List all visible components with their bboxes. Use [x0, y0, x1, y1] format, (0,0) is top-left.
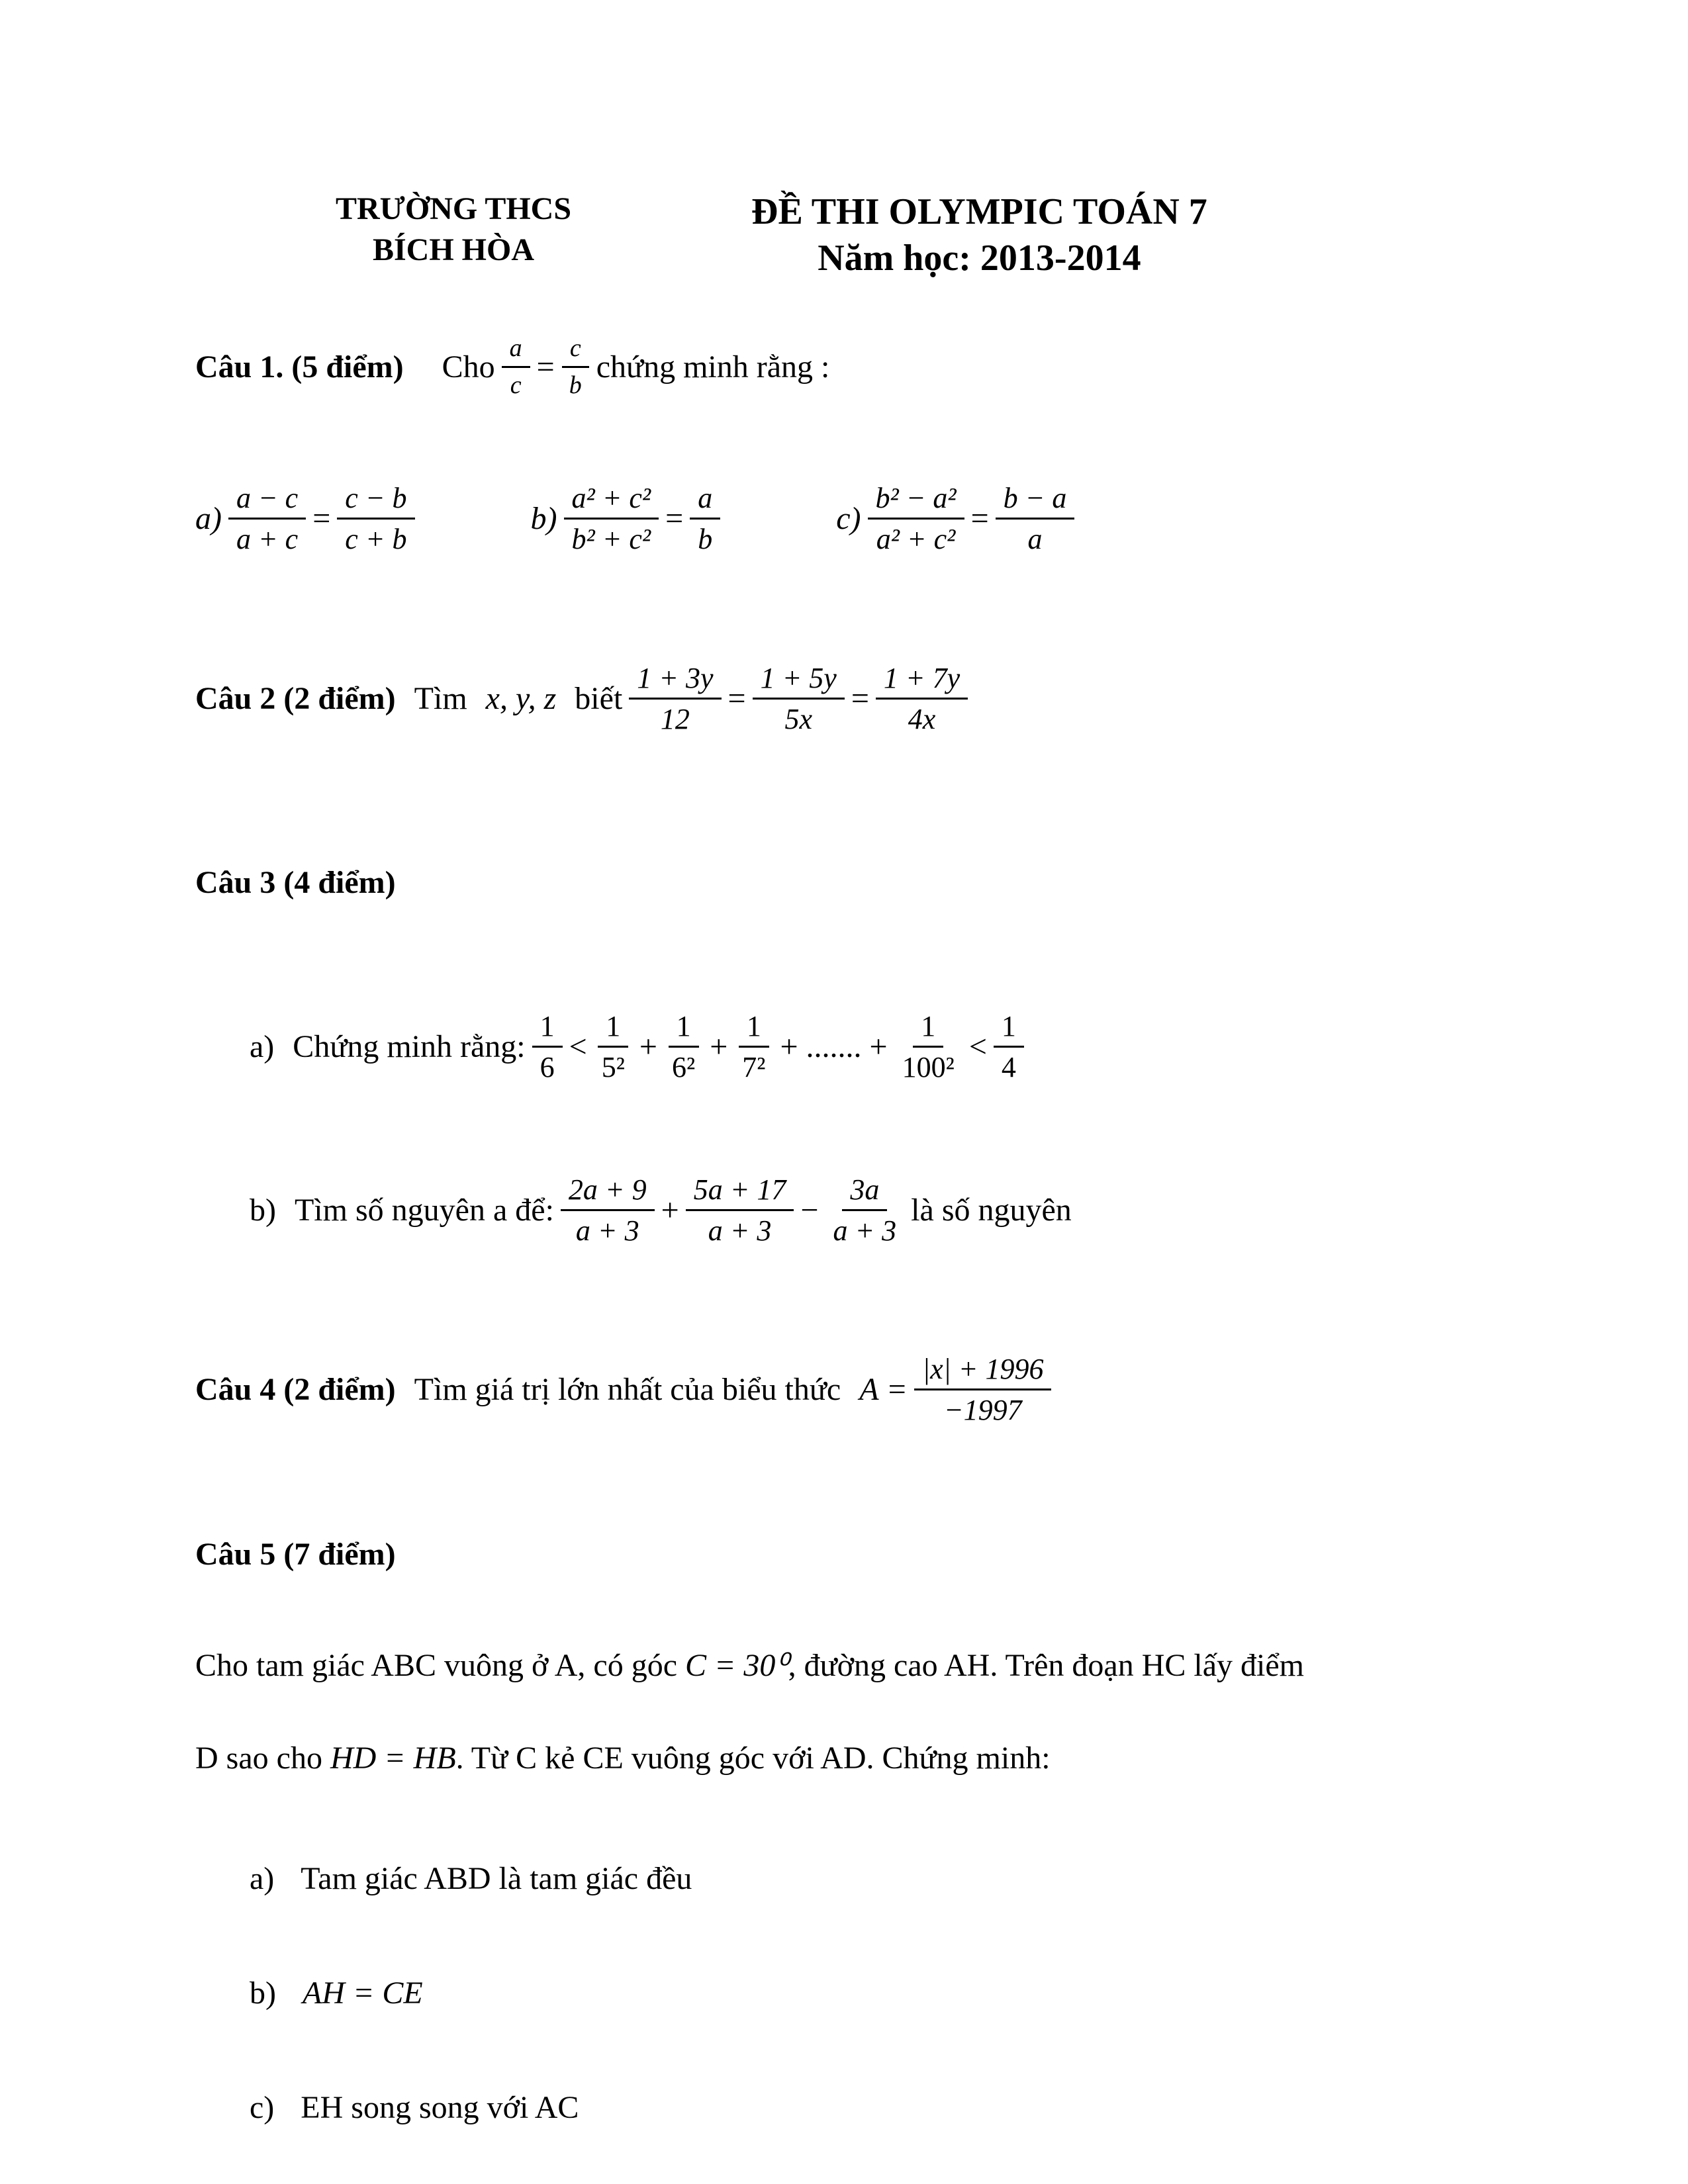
plus-sign: + — [710, 1029, 728, 1065]
question-5-item-c — [195, 2089, 1489, 2126]
school-line-1: TRƯỜNG THCS — [335, 191, 572, 226]
denominator: 100² — [902, 1051, 955, 1084]
denominator: a + 3 — [575, 1214, 639, 1247]
numerator: a² + c² — [564, 482, 659, 520]
header — [195, 189, 1489, 281]
part-b-lead: Tìm số nguyên a để: — [294, 1192, 554, 1228]
inline-math-HD-HB: HD = HB — [330, 1740, 456, 1776]
question-5-paragraph-line-1 — [195, 1642, 1489, 1690]
fraction — [228, 482, 306, 556]
fraction — [594, 1010, 633, 1084]
fraction — [894, 1010, 962, 1084]
fraction — [996, 482, 1075, 556]
fraction — [868, 482, 964, 556]
numerator: 2a + 9 — [561, 1173, 655, 1211]
part-c-tag: c) — [836, 501, 861, 537]
fraction — [690, 482, 720, 556]
fraction — [629, 662, 721, 736]
question-5-item-a — [195, 1860, 1489, 1897]
question-1-tail: chứng minh rằng : — [596, 349, 830, 385]
equals-sign: = — [536, 349, 555, 385]
fraction — [734, 1010, 773, 1084]
numerator: b² − a² — [868, 482, 964, 520]
denominator: c + b — [345, 523, 407, 556]
denominator: 5x — [784, 702, 812, 735]
text: Cho tam giác ABC vuông ở A, có góc — [195, 1647, 677, 1683]
denominator: 7² — [742, 1051, 766, 1084]
fraction — [502, 334, 530, 399]
text: . Từ C kẻ CE vuông góc với AD. Chứng minh: — [455, 1740, 1051, 1776]
question-2-lead: Tìm — [414, 680, 467, 716]
fraction — [686, 1173, 794, 1248]
denominator: 4x — [908, 702, 936, 735]
denominator: a — [1027, 523, 1043, 556]
numerator: a — [502, 334, 530, 368]
question-4-label: Câu 4 (2 điểm) — [195, 1372, 396, 1408]
denominator: a² + c² — [876, 523, 956, 556]
denominator: 6² — [671, 1051, 696, 1084]
numerator: 1 + 7y — [876, 662, 968, 700]
numerator: a − c — [228, 482, 306, 520]
item-b-text: AH = CE — [302, 1975, 423, 2011]
denominator: −1997 — [943, 1394, 1022, 1427]
numerator: |x| + 1996 — [914, 1353, 1051, 1390]
equals-sign: = — [665, 501, 684, 537]
numerator: b − a — [996, 482, 1075, 520]
less-than-sign: < — [968, 1029, 987, 1065]
numerator: c − b — [337, 482, 414, 520]
numerator: 1 — [532, 1010, 563, 1048]
question-3-part-b — [195, 1173, 1489, 1248]
numerator: 1 — [669, 1010, 699, 1048]
numerator: 1 — [739, 1010, 769, 1048]
fraction — [664, 1010, 703, 1084]
part-c — [836, 482, 1081, 556]
question-1-parts — [195, 482, 1489, 556]
numerator: 5a + 17 — [686, 1173, 794, 1211]
question-2-label: Câu 2 (2 điểm) — [195, 680, 396, 716]
part-a — [195, 482, 422, 556]
fraction — [561, 334, 590, 399]
item-a-text: Tam giác ABD là tam giác đều — [301, 1860, 692, 1896]
minus-sign: − — [800, 1192, 819, 1228]
expression-A: A = — [859, 1372, 908, 1408]
question-5-header — [195, 1536, 1489, 1572]
fraction — [914, 1353, 1051, 1427]
school-name — [295, 189, 612, 271]
part-a-tag: a) — [250, 1029, 275, 1065]
item-b-tag: b) — [250, 1975, 276, 2011]
fraction — [825, 1173, 904, 1248]
fraction — [564, 482, 659, 556]
denominator: c — [510, 371, 522, 399]
equals-sign: = — [727, 680, 746, 716]
item-c-tag: c) — [250, 2089, 275, 2125]
item-a-tag: a) — [250, 1860, 275, 1896]
plus-sign: + — [639, 1029, 657, 1065]
question-2-statement — [195, 662, 1489, 736]
fraction — [561, 1173, 655, 1248]
part-b-tag: b) — [250, 1192, 276, 1228]
fraction — [753, 662, 845, 736]
question-5-label: Câu 5 (7 điểm) — [195, 1536, 396, 1572]
equals-sign: = — [312, 501, 331, 537]
part-b-tail: là số nguyên — [911, 1192, 1072, 1228]
question-3-label: Câu 3 (4 điểm) — [195, 865, 396, 901]
question-5-item-b — [195, 1975, 1489, 2011]
equals-sign: = — [851, 680, 869, 716]
denominator: 12 — [660, 702, 690, 735]
part-b-tag: b) — [530, 501, 557, 537]
numerator: 1 — [598, 1010, 628, 1048]
question-1-label: Câu 1. (5 điểm) — [195, 349, 404, 385]
question-4-lead: Tìm giá trị lớn nhất của biểu thức — [414, 1372, 841, 1408]
numerator: c — [562, 334, 589, 368]
question-3-part-a — [195, 1010, 1489, 1084]
text: D sao cho — [195, 1740, 322, 1776]
text: , đường cao AH. Trên đoạn HC lấy điểm — [788, 1647, 1304, 1683]
numerator: 3a — [842, 1173, 887, 1211]
question-5-paragraph-line-2 — [195, 1735, 1489, 1782]
denominator: 6 — [539, 1051, 555, 1084]
item-c-text: EH song song với AC — [301, 2089, 579, 2125]
denominator: a + c — [236, 523, 299, 556]
denominator: b² + c² — [571, 523, 651, 556]
exam-title-line-2: Năm học: 2013-2014 — [818, 238, 1141, 279]
school-line-2: BÍCH HÒA — [372, 232, 535, 268]
question-1-lead: Cho — [442, 349, 495, 385]
denominator: b — [569, 371, 582, 399]
denominator: 5² — [601, 1051, 625, 1084]
question-3-header — [195, 864, 1489, 901]
less-than-sign: < — [569, 1029, 587, 1065]
variables: x, y, z — [485, 680, 557, 716]
fraction — [876, 662, 968, 736]
exam-title-line-1: ĐỀ THI OLYMPIC TOÁN 7 — [751, 191, 1207, 232]
question-2-biet: biết — [575, 680, 623, 716]
fraction — [532, 1010, 563, 1084]
inline-math-angle-C: C = 30⁰ — [685, 1647, 788, 1683]
equals-sign: = — [970, 501, 989, 537]
fraction — [337, 482, 414, 556]
question-1-statement — [195, 334, 1489, 399]
question-4-statement — [195, 1353, 1489, 1427]
denominator: 4 — [1001, 1051, 1016, 1084]
numerator: 1 + 3y — [629, 662, 721, 700]
exam-title — [751, 189, 1207, 281]
ellipsis-terms: + ....... + — [780, 1029, 888, 1065]
fraction — [994, 1010, 1024, 1084]
numerator: 1 + 5y — [753, 662, 845, 700]
part-a-tag: a) — [195, 501, 222, 537]
denominator: a + 3 — [833, 1214, 897, 1247]
numerator: 1 — [913, 1010, 943, 1048]
part-a-lead: Chứng minh rằng: — [293, 1029, 526, 1065]
part-b — [531, 482, 727, 556]
denominator: a + 3 — [708, 1214, 772, 1247]
denominator: b — [698, 523, 713, 556]
numerator: a — [690, 482, 720, 520]
numerator: 1 — [994, 1010, 1024, 1048]
plus-sign: + — [661, 1192, 679, 1228]
